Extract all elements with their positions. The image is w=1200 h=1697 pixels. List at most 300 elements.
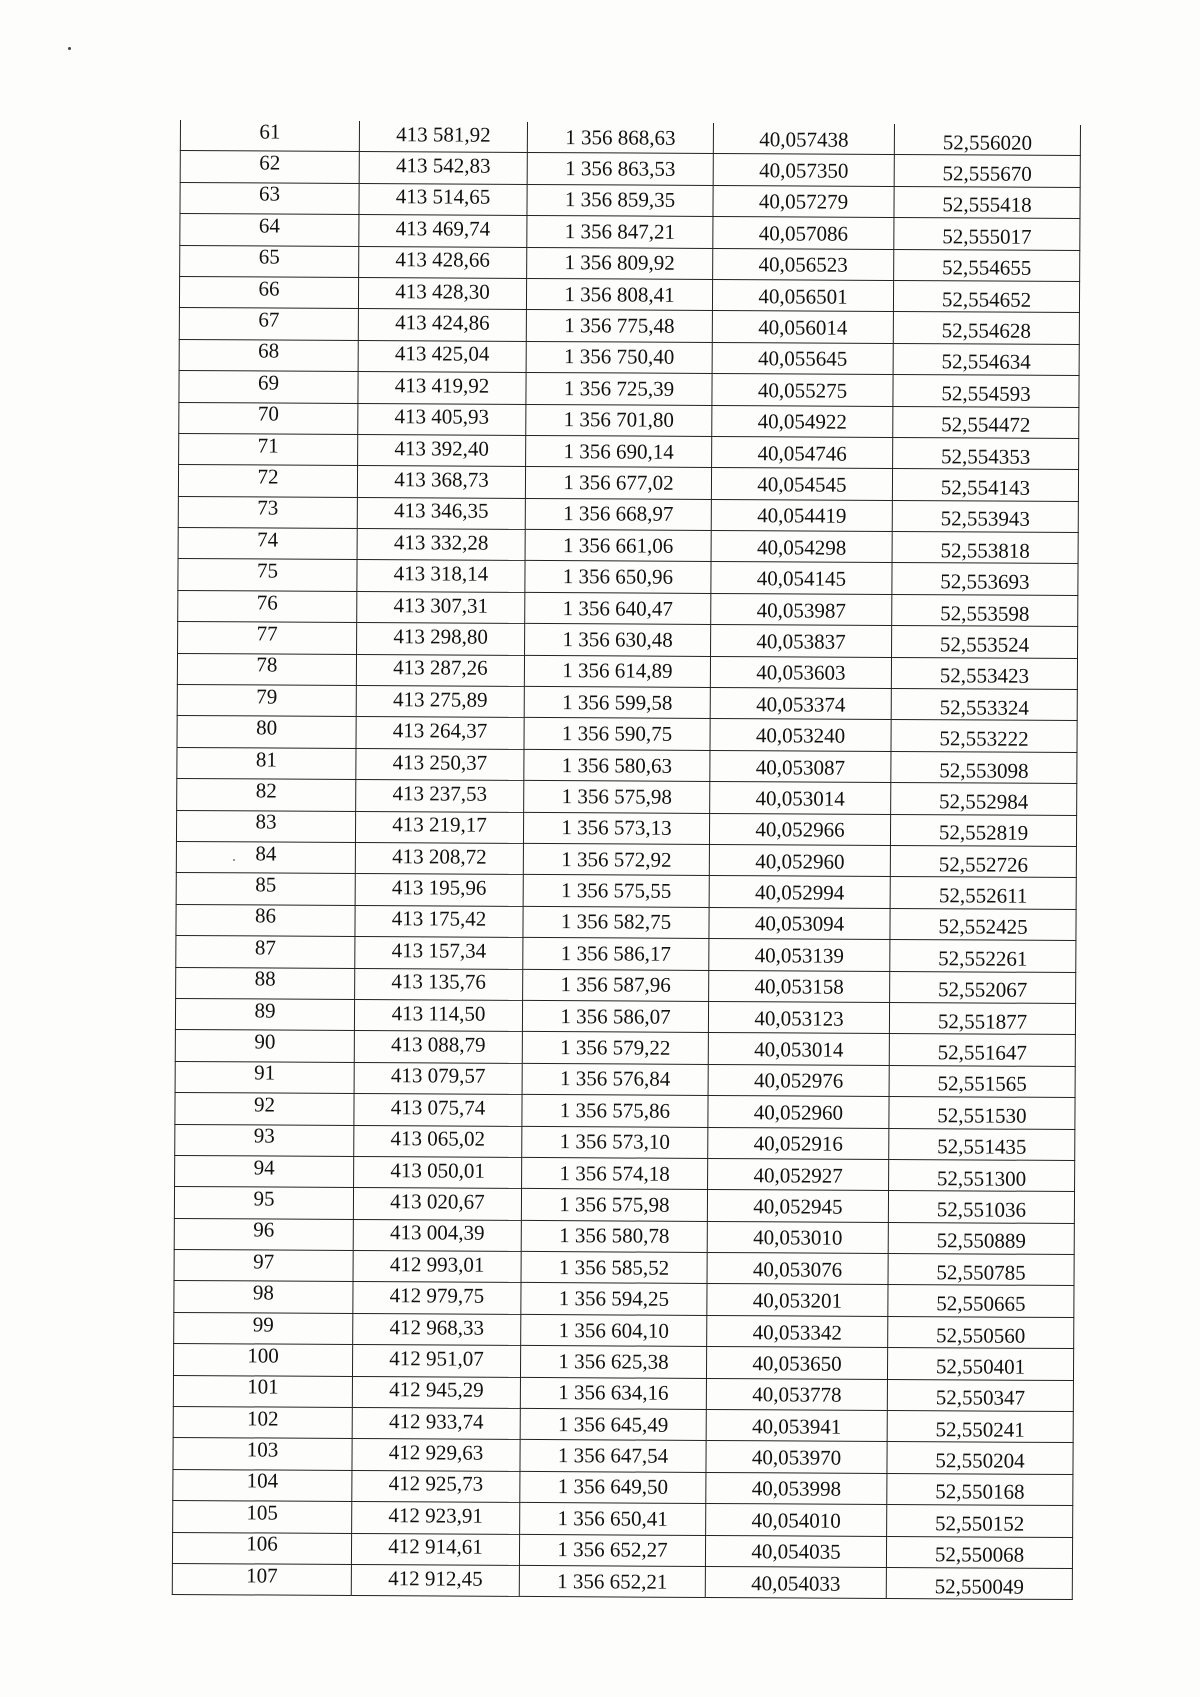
longitude-cell xyxy=(706,1504,887,1536)
cell-text: 40,054145 xyxy=(756,566,847,591)
cell-text: 412 912,45 xyxy=(388,1565,483,1591)
x-coordinate-cell xyxy=(353,1219,521,1251)
cell-text: 40,056014 xyxy=(758,315,848,340)
cell-text: 52,550068 xyxy=(934,1542,1025,1568)
x-coordinate-cell xyxy=(358,340,526,372)
cell-text: 40,053014 xyxy=(755,786,845,811)
cell-text: 40,055645 xyxy=(757,346,848,372)
cell-text: 40,054545 xyxy=(757,472,847,497)
cell-text: 40,054922 xyxy=(757,409,848,434)
y-coordinate-cell xyxy=(526,310,712,342)
cell-text: 1 356 775,48 xyxy=(564,313,675,338)
point-number-cell xyxy=(176,967,355,999)
cell-text: 40,052927 xyxy=(753,1162,843,1188)
point-number-cell xyxy=(179,433,358,465)
y-coordinate-cell xyxy=(521,1314,707,1346)
x-coordinate-cell xyxy=(357,466,525,498)
longitude-cell xyxy=(713,248,894,280)
coordinates-table xyxy=(172,120,1081,1600)
x-coordinate-cell xyxy=(357,591,525,623)
point-number-cell xyxy=(176,841,355,873)
longitude-cell xyxy=(711,499,892,531)
point-number-cell xyxy=(178,496,357,528)
y-coordinate-cell xyxy=(522,1000,708,1032)
longitude-cell xyxy=(711,468,892,500)
latitude-cell xyxy=(894,186,1080,218)
x-coordinate-cell xyxy=(356,717,524,749)
point-number-cell xyxy=(175,1030,354,1062)
cell-text: 412 979,75 xyxy=(389,1283,485,1308)
cell-text: 413 428,66 xyxy=(395,247,491,272)
table-row xyxy=(180,151,1080,187)
longitude-cell xyxy=(710,656,891,688)
cell-text: 1 356 586,07 xyxy=(560,1003,671,1029)
cell-text: 75 xyxy=(256,558,279,583)
cell-text: 83 xyxy=(255,809,277,834)
point-number-cell xyxy=(179,339,358,371)
cell-text: 52,554472 xyxy=(941,412,1031,437)
point-number-cell xyxy=(177,653,356,685)
point-number-cell xyxy=(175,1124,354,1156)
point-number-cell xyxy=(176,936,355,968)
cell-text: 1 356 649,50 xyxy=(557,1474,669,1500)
cell-text: 413 135,76 xyxy=(391,969,487,994)
cell-text: 52,550665 xyxy=(936,1291,1026,1316)
point-number-cell xyxy=(178,465,357,497)
longitude-cell xyxy=(709,844,890,876)
x-coordinate-cell xyxy=(355,968,523,1000)
cell-text: 40,052960 xyxy=(755,848,845,874)
cell-text: 52,553598 xyxy=(940,600,1030,626)
cell-text: 52,553524 xyxy=(939,632,1030,657)
latitude-cell xyxy=(886,1536,1072,1568)
x-coordinate-cell xyxy=(355,874,523,906)
cell-text: 97 xyxy=(253,1249,275,1274)
x-coordinate-cell xyxy=(357,560,525,592)
point-number-cell xyxy=(179,402,358,434)
cell-text: 52,552984 xyxy=(939,789,1029,814)
cell-text: 40,057279 xyxy=(758,189,849,215)
cell-text: 52,550560 xyxy=(936,1322,1026,1348)
cell-text: 1 356 868,63 xyxy=(565,124,676,150)
longitude-cell xyxy=(705,1566,886,1598)
x-coordinate-cell xyxy=(353,1313,521,1345)
latitude-cell xyxy=(893,280,1079,312)
cell-text: 40,052994 xyxy=(755,880,845,905)
cell-text: 40,053158 xyxy=(754,974,844,999)
point-number-cell xyxy=(175,1061,354,1093)
point-number-cell xyxy=(173,1501,352,1533)
cell-text: 413 050,01 xyxy=(390,1157,485,1183)
cell-text: 40,054010 xyxy=(751,1508,841,1533)
cell-text: 1 356 640,47 xyxy=(562,595,673,621)
table-row xyxy=(175,1061,1075,1097)
point-number-cell xyxy=(174,1187,353,1219)
cell-text: 1 356 572,92 xyxy=(561,846,672,872)
cell-text: 52,554655 xyxy=(941,255,1032,281)
table-row xyxy=(180,214,1080,250)
cell-text: 98 xyxy=(252,1280,275,1305)
cell-text: 413 307,31 xyxy=(393,592,489,618)
y-coordinate-cell xyxy=(525,530,711,562)
cell-text: 413 250,37 xyxy=(392,749,488,775)
latitude-cell xyxy=(888,1222,1074,1254)
x-coordinate-cell xyxy=(356,748,524,780)
point-number-cell xyxy=(177,685,356,717)
longitude-cell xyxy=(707,1253,888,1285)
cell-text: 413 428,30 xyxy=(395,278,490,304)
x-coordinate-cell xyxy=(355,811,523,843)
longitude-cell xyxy=(708,1064,889,1096)
latitude-cell xyxy=(892,532,1078,564)
cell-text: 1 356 677,02 xyxy=(563,470,674,495)
y-coordinate-cell xyxy=(525,624,711,656)
point-number-cell xyxy=(173,1438,352,1470)
cell-text: 1 356 590,75 xyxy=(561,721,673,746)
cell-text: 61 xyxy=(259,119,281,144)
longitude-cell xyxy=(709,939,890,971)
latitude-cell xyxy=(891,720,1077,752)
point-number-cell xyxy=(173,1469,352,1501)
y-coordinate-cell xyxy=(519,1565,705,1597)
x-coordinate-cell xyxy=(356,780,524,812)
y-coordinate-cell xyxy=(520,1408,706,1440)
x-coordinate-cell xyxy=(359,152,527,184)
longitude-cell xyxy=(711,593,892,625)
cell-text: 104 xyxy=(246,1468,279,1494)
x-coordinate-cell xyxy=(354,1125,522,1157)
cell-text: 52,550204 xyxy=(935,1448,1025,1473)
longitude-cell xyxy=(710,719,891,751)
y-coordinate-cell xyxy=(522,1157,708,1189)
longitude-cell xyxy=(707,1221,888,1253)
table-row xyxy=(178,465,1078,501)
cell-text: 69 xyxy=(257,370,280,395)
cell-text: 413 419,92 xyxy=(394,373,490,398)
longitude-cell xyxy=(708,1127,889,1159)
latitude-cell xyxy=(890,971,1076,1003)
x-coordinate-cell xyxy=(352,1407,520,1439)
latitude-cell xyxy=(889,1002,1075,1034)
cell-text: 1 356 647,54 xyxy=(557,1443,669,1468)
cell-text: 40,057350 xyxy=(759,158,849,183)
x-coordinate-cell xyxy=(353,1282,521,1314)
cell-text: 100 xyxy=(247,1343,279,1368)
cell-text: 52,553693 xyxy=(940,569,1030,594)
cell-text: 74 xyxy=(257,527,279,552)
cell-text: 77 xyxy=(256,621,278,646)
table-row xyxy=(180,120,1080,156)
x-coordinate-cell xyxy=(358,309,526,341)
cell-text: 93 xyxy=(253,1123,275,1148)
y-coordinate-cell xyxy=(527,153,713,185)
cell-text: 413 175,42 xyxy=(391,906,487,932)
cell-text: 40,053342 xyxy=(752,1319,842,1345)
cell-text: 413 065,02 xyxy=(390,1126,486,1151)
point-number-cell xyxy=(180,120,359,152)
cell-text: 1 356 847,21 xyxy=(564,219,676,244)
table-row xyxy=(173,1344,1073,1380)
longitude-cell xyxy=(706,1441,887,1473)
cell-text: 413 195,96 xyxy=(391,875,487,900)
cell-text: 40,053240 xyxy=(755,723,846,748)
cell-text: 40,057086 xyxy=(758,221,849,246)
cell-text: 40,054035 xyxy=(751,1539,841,1564)
cell-text: 101 xyxy=(247,1374,279,1399)
cell-text: 1 356 575,86 xyxy=(559,1097,671,1123)
table-row xyxy=(173,1406,1073,1442)
latitude-cell xyxy=(891,783,1077,815)
cell-text: 52,550889 xyxy=(936,1228,1026,1254)
longitude-cell xyxy=(706,1347,887,1379)
y-coordinate-cell xyxy=(522,1063,708,1095)
cell-text: 40,056501 xyxy=(758,283,848,309)
cell-text: 413 424,86 xyxy=(395,310,490,335)
cell-text: 67 xyxy=(258,307,280,332)
cell-text: 413 346,35 xyxy=(394,498,489,524)
x-coordinate-cell xyxy=(351,1564,519,1596)
cell-text: 103 xyxy=(246,1437,279,1462)
x-coordinate-cell xyxy=(356,654,524,686)
cell-text: 91 xyxy=(254,1060,276,1085)
cell-text: 412 914,61 xyxy=(388,1534,483,1559)
longitude-cell xyxy=(711,531,892,563)
latitude-cell xyxy=(889,1128,1075,1160)
cell-text: 40,053941 xyxy=(752,1413,842,1439)
cell-text: 68 xyxy=(258,338,280,363)
x-coordinate-cell xyxy=(352,1470,520,1502)
point-number-cell xyxy=(174,1281,353,1313)
cell-text: 52,554652 xyxy=(941,286,1032,312)
cell-text: 88 xyxy=(254,966,276,991)
table-row xyxy=(176,904,1076,940)
cell-text: 412 993,01 xyxy=(389,1251,485,1277)
cell-text: 52,551877 xyxy=(937,1008,1028,1034)
cell-text: 40,053837 xyxy=(756,629,846,654)
x-coordinate-cell xyxy=(354,1094,522,1126)
table-row xyxy=(172,1532,1072,1568)
point-number-cell xyxy=(179,371,358,403)
cell-text: 52,550241 xyxy=(935,1416,1025,1442)
x-coordinate-cell xyxy=(356,686,524,718)
point-number-cell xyxy=(172,1563,351,1595)
latitude-cell xyxy=(890,877,1076,909)
cell-text: 52,553222 xyxy=(939,726,1029,751)
point-number-cell xyxy=(175,1093,354,1125)
point-number-cell xyxy=(177,716,356,748)
point-number-cell xyxy=(178,528,357,560)
cell-text: 85 xyxy=(255,872,277,897)
table-row xyxy=(178,528,1078,564)
longitude-cell xyxy=(712,311,893,343)
y-coordinate-cell xyxy=(523,875,709,907)
table-row xyxy=(177,716,1077,752)
cell-text: 412 925,73 xyxy=(388,1471,484,1497)
y-coordinate-cell xyxy=(524,749,710,781)
y-coordinate-cell xyxy=(526,373,712,405)
cell-text: 413 004,39 xyxy=(389,1220,485,1246)
cell-text: 1 356 809,92 xyxy=(564,250,675,276)
latitude-cell xyxy=(886,1567,1072,1599)
x-coordinate-cell xyxy=(354,999,522,1031)
longitude-cell xyxy=(709,813,890,845)
table-row xyxy=(175,1030,1075,1066)
cell-text: 70 xyxy=(257,401,279,426)
latitude-cell xyxy=(890,908,1076,940)
longitude-cell xyxy=(707,1190,888,1222)
x-coordinate-cell xyxy=(355,937,523,969)
point-number-cell xyxy=(178,559,357,591)
cell-text: 52,555017 xyxy=(942,224,1032,249)
cell-text: 413 264,37 xyxy=(392,718,488,743)
cell-text: 52,554143 xyxy=(940,475,1031,500)
longitude-cell xyxy=(711,562,892,594)
cell-text: 40,053010 xyxy=(753,1225,843,1251)
coordinates-table-container xyxy=(172,120,1075,1600)
cell-text: 99 xyxy=(252,1311,274,1337)
cell-text: 52,552261 xyxy=(938,946,1028,971)
cell-text: 105 xyxy=(246,1500,279,1525)
cell-text: 79 xyxy=(256,684,278,709)
cell-text: 102 xyxy=(246,1406,279,1431)
table-row xyxy=(177,685,1077,721)
longitude-cell xyxy=(709,970,890,1002)
cell-text: 92 xyxy=(253,1092,276,1117)
cell-text: 412 933,74 xyxy=(388,1408,484,1434)
cell-text: 1 356 859,35 xyxy=(564,187,676,213)
point-number-cell xyxy=(178,590,357,622)
y-coordinate-cell xyxy=(525,498,711,530)
latitude-cell xyxy=(890,845,1076,877)
cell-text: 40,053094 xyxy=(754,911,845,937)
point-number-cell xyxy=(175,1155,354,1187)
cell-text: 413 469,74 xyxy=(395,216,491,241)
cell-text: 413 219,17 xyxy=(392,812,487,838)
cell-text: 1 356 630,48 xyxy=(562,627,673,652)
table-row xyxy=(178,622,1078,658)
cell-text: 413 392,40 xyxy=(394,435,489,461)
table-row xyxy=(176,967,1076,1003)
cell-text: 52,554353 xyxy=(940,443,1031,469)
cell-text: 1 356 808,41 xyxy=(564,281,675,307)
longitude-cell xyxy=(710,688,891,720)
cell-text: 1 356 614,89 xyxy=(562,658,673,684)
cell-text: 1 356 634,16 xyxy=(558,1380,669,1406)
latitude-cell xyxy=(887,1379,1073,1411)
x-coordinate-cell xyxy=(358,434,526,466)
cell-text: 413 157,34 xyxy=(391,938,487,963)
cell-text: 86 xyxy=(254,903,277,929)
table-row xyxy=(179,433,1079,469)
cell-text: 40,054298 xyxy=(756,534,847,560)
y-coordinate-cell xyxy=(521,1251,707,1283)
longitude-cell xyxy=(712,405,893,437)
cell-text: 413 079,57 xyxy=(390,1063,486,1089)
cell-text: 1 356 701,80 xyxy=(563,407,675,432)
y-coordinate-cell xyxy=(520,1471,706,1503)
latitude-cell xyxy=(891,751,1077,783)
cell-text: 412 929,63 xyxy=(388,1440,484,1465)
latitude-cell xyxy=(893,343,1079,375)
x-coordinate-cell xyxy=(355,905,523,937)
table-row xyxy=(179,276,1079,312)
cell-text: 82 xyxy=(255,778,277,803)
point-number-cell xyxy=(174,1218,353,1250)
longitude-cell xyxy=(710,750,891,782)
y-coordinate-cell xyxy=(526,435,712,467)
latitude-cell xyxy=(891,689,1077,721)
y-coordinate-cell xyxy=(521,1283,707,1315)
cell-text: 412 968,33 xyxy=(389,1314,485,1340)
y-coordinate-cell xyxy=(523,938,709,970)
x-coordinate-cell xyxy=(358,277,526,309)
latitude-cell xyxy=(887,1442,1073,1474)
cell-text: 413 542,83 xyxy=(395,153,491,178)
cell-text: 40,053603 xyxy=(756,660,846,686)
latitude-cell xyxy=(893,437,1079,469)
table-row xyxy=(179,402,1079,438)
cell-text: 1 356 661,06 xyxy=(562,532,674,558)
table-row xyxy=(174,1250,1074,1286)
x-coordinate-cell xyxy=(359,246,527,278)
latitude-cell xyxy=(888,1316,1074,1348)
latitude-cell xyxy=(889,1097,1075,1129)
latitude-cell xyxy=(889,1065,1075,1097)
cell-text: 1 356 863,53 xyxy=(565,156,676,181)
cell-text: 76 xyxy=(256,589,278,615)
cell-text: 40,052945 xyxy=(753,1194,843,1219)
latitude-cell xyxy=(894,249,1080,281)
x-coordinate-cell xyxy=(351,1533,519,1565)
cell-text: 72 xyxy=(257,464,279,489)
cell-text: 413 287,26 xyxy=(393,655,488,681)
cell-text: 412 923,91 xyxy=(388,1503,484,1528)
point-number-cell xyxy=(173,1406,352,1438)
latitude-cell xyxy=(892,500,1078,532)
y-coordinate-cell xyxy=(524,655,710,687)
cell-text: 1 356 586,17 xyxy=(560,940,672,966)
cell-text: 62 xyxy=(259,150,281,175)
x-coordinate-cell xyxy=(354,1156,522,1188)
x-coordinate-cell xyxy=(359,215,527,247)
table-row xyxy=(180,182,1080,218)
latitude-cell xyxy=(894,218,1080,250)
latitude-cell xyxy=(889,1159,1075,1191)
cell-text: 106 xyxy=(246,1531,278,1556)
cell-text: 52,550168 xyxy=(935,1479,1025,1505)
cell-text: 413 332,28 xyxy=(393,529,489,555)
y-coordinate-cell xyxy=(527,247,713,279)
cell-text: 52,550049 xyxy=(934,1573,1025,1599)
cell-text: 40,052976 xyxy=(753,1068,844,1094)
point-number-cell xyxy=(173,1344,352,1376)
cell-text: 40,053970 xyxy=(751,1445,842,1470)
cell-text: 40,053076 xyxy=(752,1256,843,1282)
cell-text: 413 114,50 xyxy=(391,1000,486,1026)
latitude-cell xyxy=(887,1410,1073,1442)
cell-text: 52,553324 xyxy=(939,694,1029,720)
cell-text: 81 xyxy=(255,746,277,772)
x-coordinate-cell xyxy=(352,1376,520,1408)
x-coordinate-cell xyxy=(355,842,523,874)
cell-text: 52,553818 xyxy=(940,538,1030,563)
table-row xyxy=(172,1563,1072,1599)
table-row xyxy=(174,1218,1074,1254)
point-number-cell xyxy=(180,214,359,246)
cell-text: 1 356 650,41 xyxy=(557,1506,668,1531)
cell-text: 40,052960 xyxy=(753,1100,844,1125)
y-coordinate-cell xyxy=(522,1032,708,1064)
